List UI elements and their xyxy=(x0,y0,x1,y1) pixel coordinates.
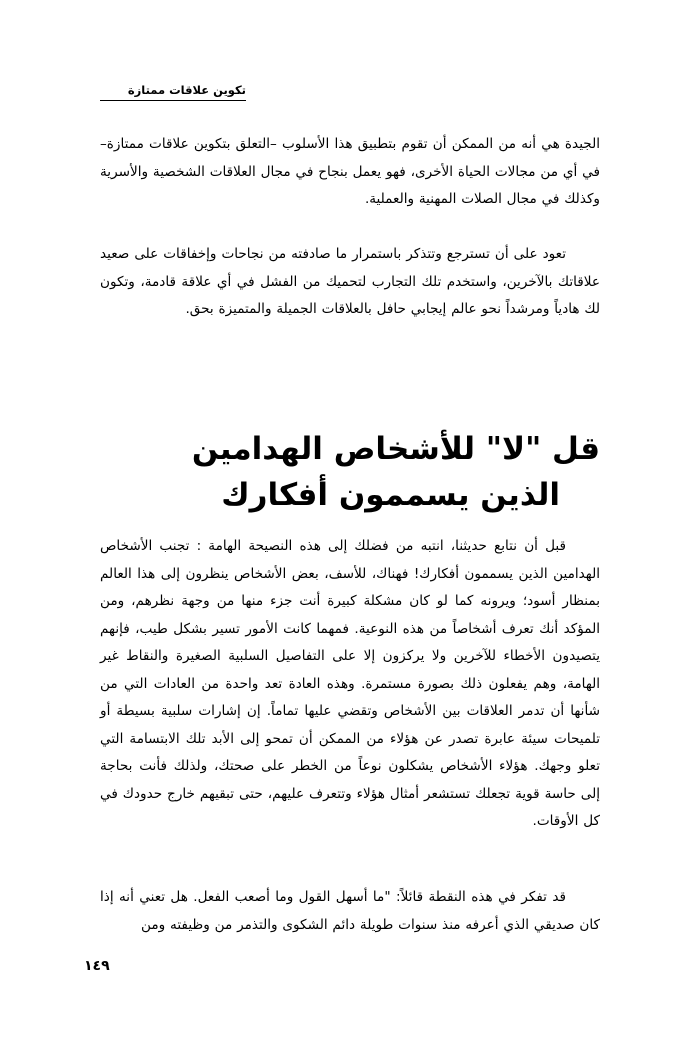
section-heading xyxy=(100,426,600,518)
section-heading-line-1: قل "لا" للأشخاص الهدامين xyxy=(191,430,600,467)
running-header-text: تكوين علاقات ممتازة xyxy=(127,83,246,97)
page-number: ١٤٩ xyxy=(84,958,110,974)
paragraph-main: قبل أن نتابع حديثنا، انتبه من فضلك إلى هذه النصيحة الهامة : تجنب الأشخاص الهدامين الذين يسممون أفكارك! فهناك، للأسف، بعض الأشخاص ينظرون إلى هذا العالم بمنظار أسود؛ ويرونه كما لو كان مشكلة كبيرة أنت جزء منها من وجهة نظرهم، ومن المؤكد أنك تعرف أشخاصاً من هذه النوعية. فمهما كانت الأمور تسير بشكل طيب، فإنهم يتصيدون الأخطاء للآخرين ولا يركزون إلا على التفاصيل السلبية الصغيرة والنقاط غير الهامة، وهم يفعلون ذلك بصورة مستمرة. وهذه العادة تعد واحدة من العادات التي من شأنها أن تدمر العلاقات بين الأشخاص وتقضي عليها تماماً. إن إشارات سلبية بسيطة أو تلميحات سيئة عابرة تصدر عن هؤلاء من الممكن أن تمحو إلى الأبد تلك الابتسامة التي تعلو وجهك. هؤلاء الأشخاص يشكلون نوعاً من الخطر على صحتك، ولذلك فأنت بحاجة إلى حاسة قوية تجعلك تستشعر أمثال هؤلاء وتتعرف عليهم، حتى تبقيهم خارج حدودك في كل الأوقات. xyxy=(100,538,600,829)
running-header-rule xyxy=(100,100,246,101)
paragraph-closing: قد تفكر في هذه النقطة قائلاً: "ما أسهل القول وما أصعب الفعل. هل تعني أنه إذا كان صديقي الذي أعرفه منذ سنوات طويلة دائم الشكوى والتذمر من وظيفته ومن xyxy=(100,889,600,933)
running-header xyxy=(95,79,246,101)
paragraph-advice: تعود على أن تسترجع وتتذكر باستمرار ما صادفته من نجاحات وإخفاقات على صعيد علاقاتك بالآخرين، واستخدم تلك التجارب لتحميك من الفشل في أي علاقة قادمة، وتكون لك هادياً ومرشداً نحو عالم إيجابي حافل بالعلاقات الجميلة والمتميزة بحق. xyxy=(100,246,600,317)
section-heading-line-2: الذين يسممون أفكارك xyxy=(221,476,560,513)
paragraph-continuation: الجيدة هي أنه من الممكن أن تقوم بتطبيق هذا الأسلوب –التعلق بتكوين علاقات ممتازة– في أي من مجالات الحياة الأخرى، فهو يعمل بنجاح في مجال العلاقات الشخصية والأسرية وكذلك في مجال الصلات المهنية والعملية. xyxy=(100,136,600,207)
